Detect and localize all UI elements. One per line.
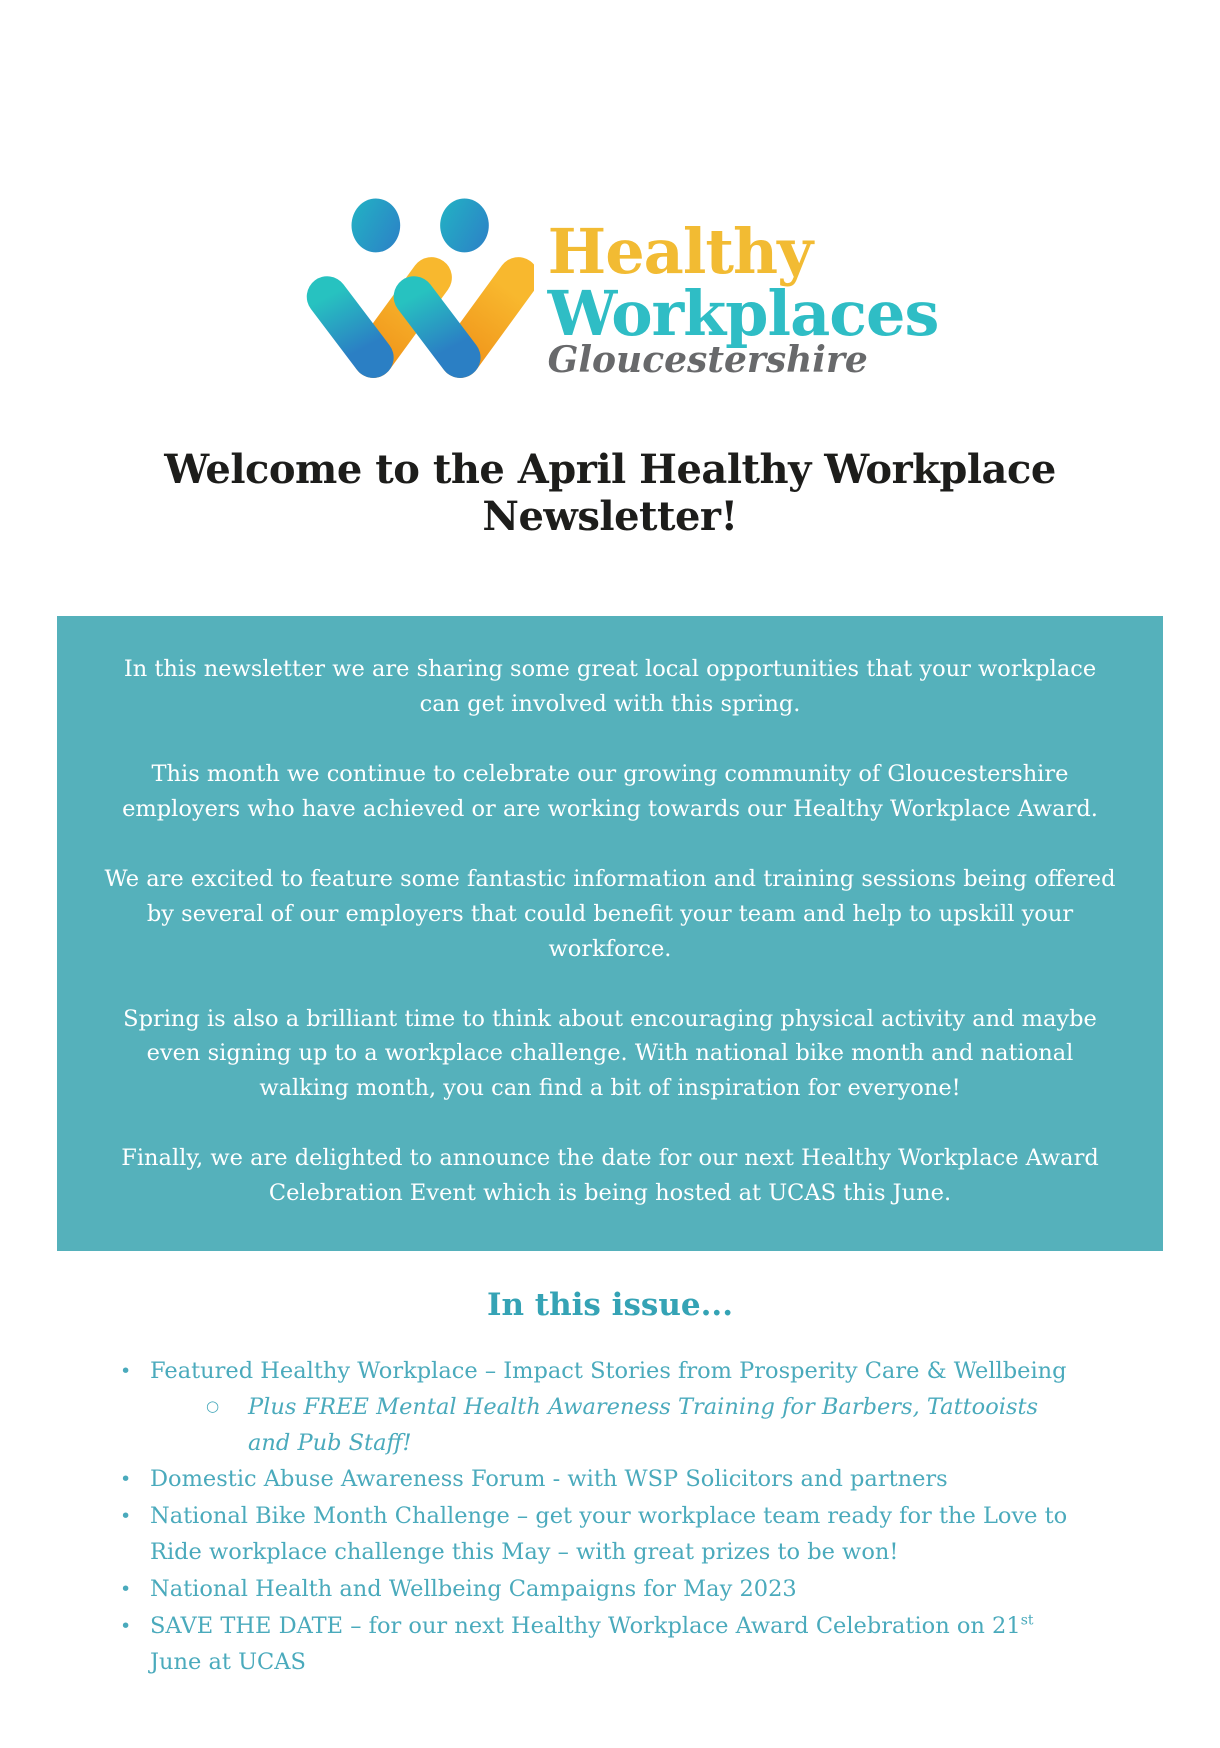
healthy-workplaces-logo-icon (282, 182, 534, 394)
logo-text (548, 182, 939, 381)
page-title: Welcome to the April Healthy Workplace Newsletter! (164, 446, 1056, 541)
list-item (116, 1571, 1070, 1607)
logo (0, 0, 1220, 394)
list-item (116, 1461, 1070, 1497)
intro-paragraph: Spring is also a brilliant time to think about encouraging physical activity and maybe even signing up to a workplace challenge. With national bike month and national walking month, you can find a bit of inspiration for everyone! (123, 1005, 1097, 1102)
save-the-date-text: SAVE THE DATE – for our next Healthy Workplace Award Celebration on 21 (150, 1613, 1021, 1640)
list-item (116, 1498, 1070, 1570)
logo-title-workplaces: Workplaces (547, 276, 939, 350)
logo-title-healthy: Healthy (547, 215, 813, 288)
intro-paragraph: Finally, we are delighted to announce the date for our next Healthy Workplace Award Celebration Event which is being hosted at UCAS this June. (121, 1145, 1099, 1206)
list-item-text: National Health and Wellbeing Campaigns for May 2023 (150, 1576, 797, 1603)
list-item-text (150, 1608, 1070, 1680)
intro-paragraph: In this newsletter we are sharing some great local opportunities that your workplace can get involved with this spring. (123, 656, 1097, 718)
intro-box (57, 616, 1163, 1251)
save-the-date-text-tail: June at UCAS (150, 1649, 306, 1676)
bullet-icon: • (120, 1467, 132, 1490)
issue-list (116, 1353, 1070, 1680)
intro-paragraph: We are excited to feature some fantastic information and training sessions being offered by several of our employers that could benefit your team and help to upskill your workforce. (104, 865, 1116, 962)
list-item-text: Domestic Abuse Awareness Forum - with WSP Solicitors and partners (150, 1465, 948, 1492)
issue-heading: In this issue... (486, 1286, 734, 1323)
bullet-icon: • (120, 1615, 132, 1638)
circle-bullet-icon: ○ (206, 1396, 220, 1415)
list-subitem-text: Plus FREE Mental Health Awareness Training for Barbers, Tattooists and Pub Staff! (248, 1393, 1039, 1456)
list-subitem (206, 1389, 1070, 1461)
list-item-text: Featured Healthy Workplace – Impact Stories from Prosperity Care & Wellbeing (150, 1357, 1067, 1384)
logo-subtitle-gloucestershire: Gloucestershire (547, 338, 868, 381)
bullet-icon: • (120, 1578, 132, 1601)
intro-paragraph: This month we continue to celebrate our growing community of Gloucestershire employers who have achieved or are working towards our Healthy Workplace Award. (122, 761, 1098, 822)
list-item (116, 1608, 1070, 1680)
bullet-icon: • (120, 1359, 132, 1382)
bullet-icon: • (120, 1505, 132, 1528)
ordinal-suffix: st (1020, 1612, 1034, 1629)
list-item-text: National Bike Month Challenge – get your workplace team ready for the Love to Ride workplace challenge this May – with great prizes to be won! (150, 1503, 1068, 1566)
list-item (116, 1353, 1070, 1389)
